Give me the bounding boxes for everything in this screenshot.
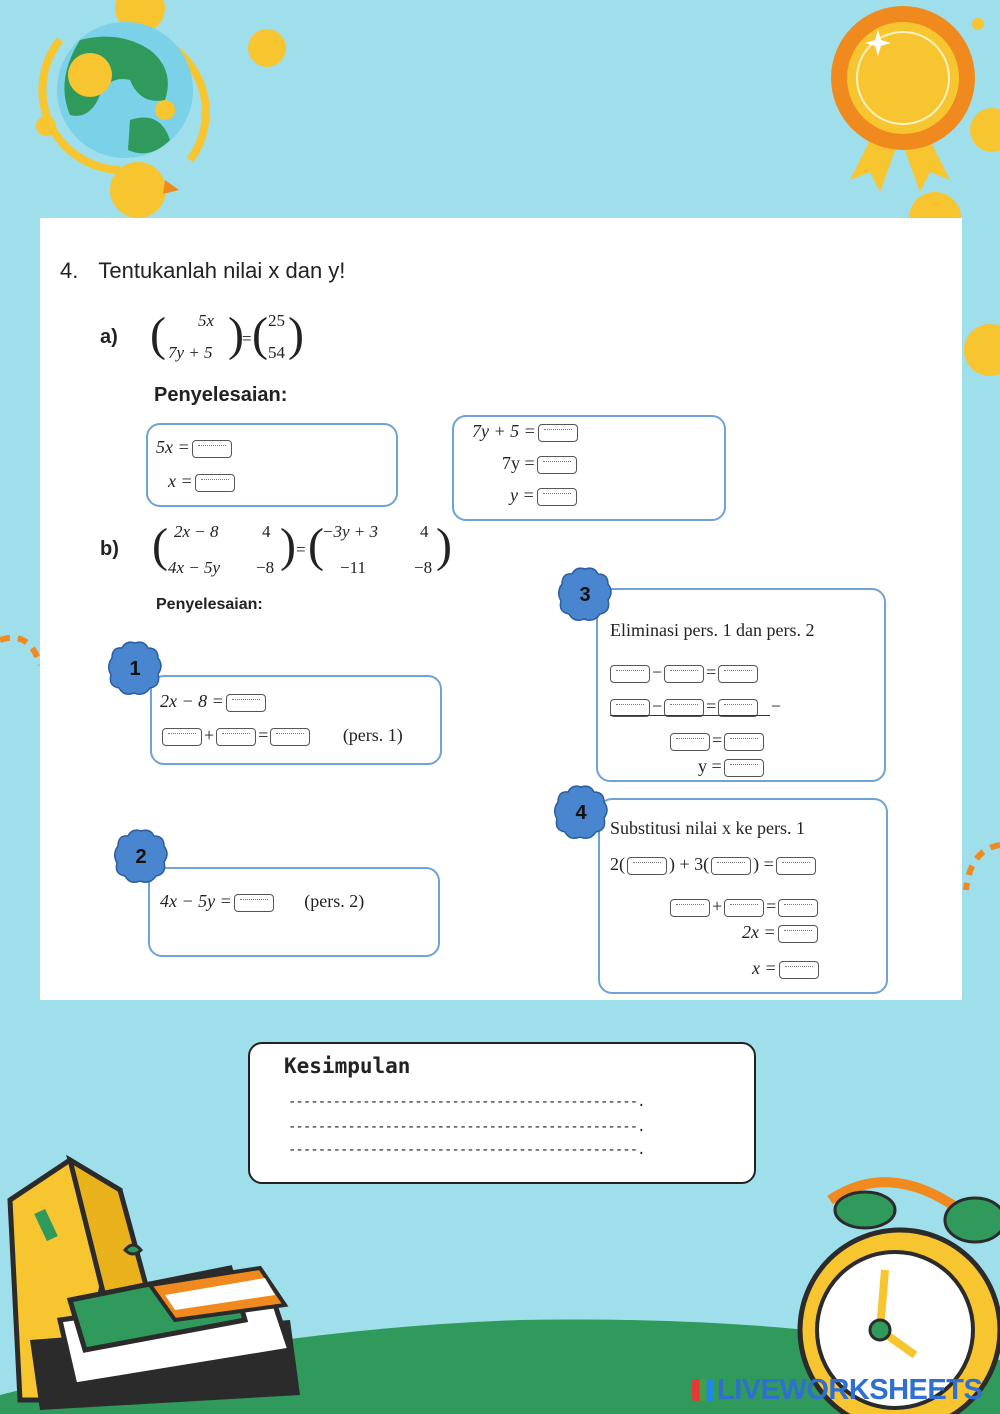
equals-sign: = [766,896,777,916]
plus-sign: + [204,725,215,745]
eq-x-final: x = [752,958,777,978]
conclusion-line-1[interactable]: -----------------------------------------------. [288,1094,645,1110]
matrix-b-right-r1c2: 4 [420,522,429,541]
minus-sign: − [652,662,663,682]
eq-4x-minus-5y: 4x − 5y = [160,891,232,911]
matrix-a-left-r1: 5x [198,311,215,330]
step3-box [596,588,886,782]
step3-badge-number: 3 [579,584,591,606]
part-b-label: b) [100,538,119,560]
liveworksheets-watermark [692,1374,982,1407]
step1-badge-number: 1 [129,658,141,680]
conclusion-title: Kesimpulan [284,1054,411,1078]
answer-blank-y[interactable] [537,488,577,506]
part-b-solution-label: Penyelesaian: [156,596,263,613]
question-number: 4. [60,258,79,283]
answer-blank-step3-c2[interactable] [724,733,764,751]
answer-blank-5x[interactable] [192,440,232,458]
answer-blank-step3-a1[interactable] [610,665,650,683]
eq-part: ) = [753,854,774,874]
answer-blank-step1-d[interactable] [270,728,310,746]
liveworksheets-logo-icon [692,1379,714,1401]
minus-sign: − [770,696,781,716]
minus-sign: − [652,696,663,716]
watermark-text: LIVEWORKSHEETS [717,1374,983,1406]
globe-icon [36,0,286,218]
question-heading [60,258,345,284]
part-b-matrix-equation: ( 2x − 8 4 4x − 5y −8 ) = ( −3y + 3 4 −11 −8 ) [152,519,452,577]
step2-box [148,867,440,957]
equals-sign: = [706,662,717,682]
step4-title: Substitusi nilai x ke pers. 1 [610,818,805,838]
answer-blank-step4-a1[interactable] [627,857,667,875]
matrix-b-right-r2c2: −8 [414,558,433,577]
equals-sign: = [712,730,723,750]
matrix-b-right-r2c1: −11 [340,558,366,577]
pers1-tag: (pers. 1) [342,725,403,745]
answer-blank-step3-a2[interactable] [664,665,704,683]
answer-blank-step4-a3[interactable] [776,857,816,875]
matrix-a-right-r2: 54 [268,343,285,362]
matrix-b-left-r1c2: 4 [262,522,271,541]
step2-badge [112,828,170,886]
part-a-box-y [452,415,726,521]
eq-2x-minus-8: 2x − 8 = [160,691,224,711]
eq-x: x = [168,471,193,491]
eq-part: ) + 3( [669,854,710,874]
matrix-a-right-r1: 25 [268,311,285,330]
matrix-b-left-r2c1: 4x − 5y [168,558,221,577]
answer-blank-step1-c[interactable] [216,728,256,746]
step4-box [598,798,888,994]
eq-y: y = [510,485,535,505]
answer-blank-step4-2x[interactable] [778,925,818,943]
part-a-box-x [146,423,398,507]
step3-title: Eliminasi pers. 1 dan pers. 2 [610,620,815,640]
matrix-b-left-r1c1: 2x − 8 [174,522,219,541]
part-a-matrix-equation: ( 5x 7y + 5 ) = ( 25 54 ) [150,308,304,362]
answer-blank-step4-b2[interactable] [724,899,764,917]
answer-blank-step3-a3[interactable] [718,665,758,683]
step2-badge-number: 2 [135,846,147,868]
plus-sign: + [712,896,723,916]
matrix-b-left-r2c2: −8 [256,558,275,577]
eq-part: 2( [610,854,625,874]
eq-7y: 7y = [502,453,535,473]
eq-y-result: y = [698,756,722,776]
step1-box [150,675,442,765]
matrix-a-left-r2: 7y + 5 [168,343,213,362]
step4-badge-number: 4 [575,802,587,824]
answer-blank-x[interactable] [195,474,235,492]
step1-badge [106,640,164,698]
matrix-b-right-r1c1: −3y + 3 [322,522,378,541]
answer-blank-7y[interactable] [537,456,577,474]
equals-sign: = [258,725,269,745]
step3-badge [556,566,614,624]
step4-badge [552,784,610,842]
pers2-tag: (pers. 2) [304,891,365,911]
conclusion-box [248,1042,756,1184]
answer-blank-step3-c1[interactable] [670,733,710,751]
equals-sign: = [706,696,717,716]
eq-5x: 5x = [156,437,190,457]
conclusion-line-3[interactable]: -----------------------------------------------. [288,1142,645,1158]
books-icon [10,1160,300,1410]
part-a-solution-label: Penyelesaian: [154,384,288,406]
answer-blank-7y-plus-5[interactable] [538,424,578,442]
subtraction-line [610,715,770,716]
answer-blank-step4-b1[interactable] [670,899,710,917]
answer-blank-step4-a2[interactable] [711,857,751,875]
answer-blank-step4-b3[interactable] [778,899,818,917]
part-a-label: a) [100,326,118,348]
answer-blank-step2[interactable] [234,894,274,912]
question-text: Tentukanlah nilai x dan y! [98,258,346,283]
answer-blank-step1-b[interactable] [162,728,202,746]
answer-blank-step4-x[interactable] [779,961,819,979]
conclusion-line-2[interactable]: -----------------------------------------------. [288,1119,645,1135]
eq-2x: 2x = [742,922,776,942]
answer-blank-step1-a[interactable] [226,694,266,712]
eq-7y-plus-5: 7y + 5 = [472,421,536,441]
answer-blank-step3-y[interactable] [724,759,764,777]
